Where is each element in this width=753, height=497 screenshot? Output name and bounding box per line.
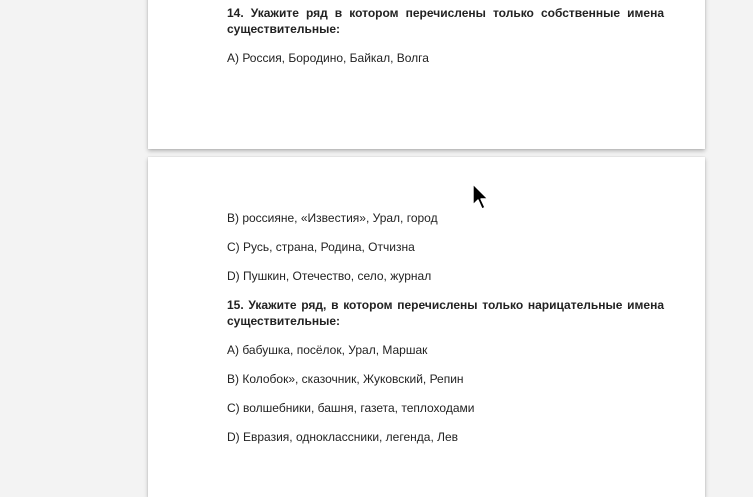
question-14-option-d: D) Пушкин, Отечество, село, журнал	[227, 269, 432, 283]
document-page-2	[148, 157, 705, 497]
question-14-option-b: В) россияне, «Известия», Урал, город	[227, 211, 438, 225]
page-content	[227, 210, 664, 458]
question-14-text: 14. Укажите ряд в котором перечислены только собственные имена существительные:	[227, 6, 664, 36]
page-content	[227, 5, 664, 66]
question-15-option-d: D) Евразия, одноклассники, легенда, Лев	[227, 430, 459, 444]
question-15-text: 15. Укажите ряд, в котором перечислены только нарицательные имена существительные:	[227, 298, 664, 328]
question-14-option-a: А) Россия, Бородино, Байкал, Волга	[227, 51, 429, 65]
document-page-1	[148, 0, 705, 149]
question-15-option-b: В) Колобок», сказочник, Жуковский, Репин	[227, 372, 464, 386]
question-15-option-a: А) бабушка, посёлок, Урал, Маршак	[227, 343, 428, 357]
question-14-option-c: С) Русь, страна, Родина, Отчизна	[227, 240, 415, 254]
question-15-option-c: С) волшебники, башня, газета, теплоходами	[227, 401, 475, 415]
